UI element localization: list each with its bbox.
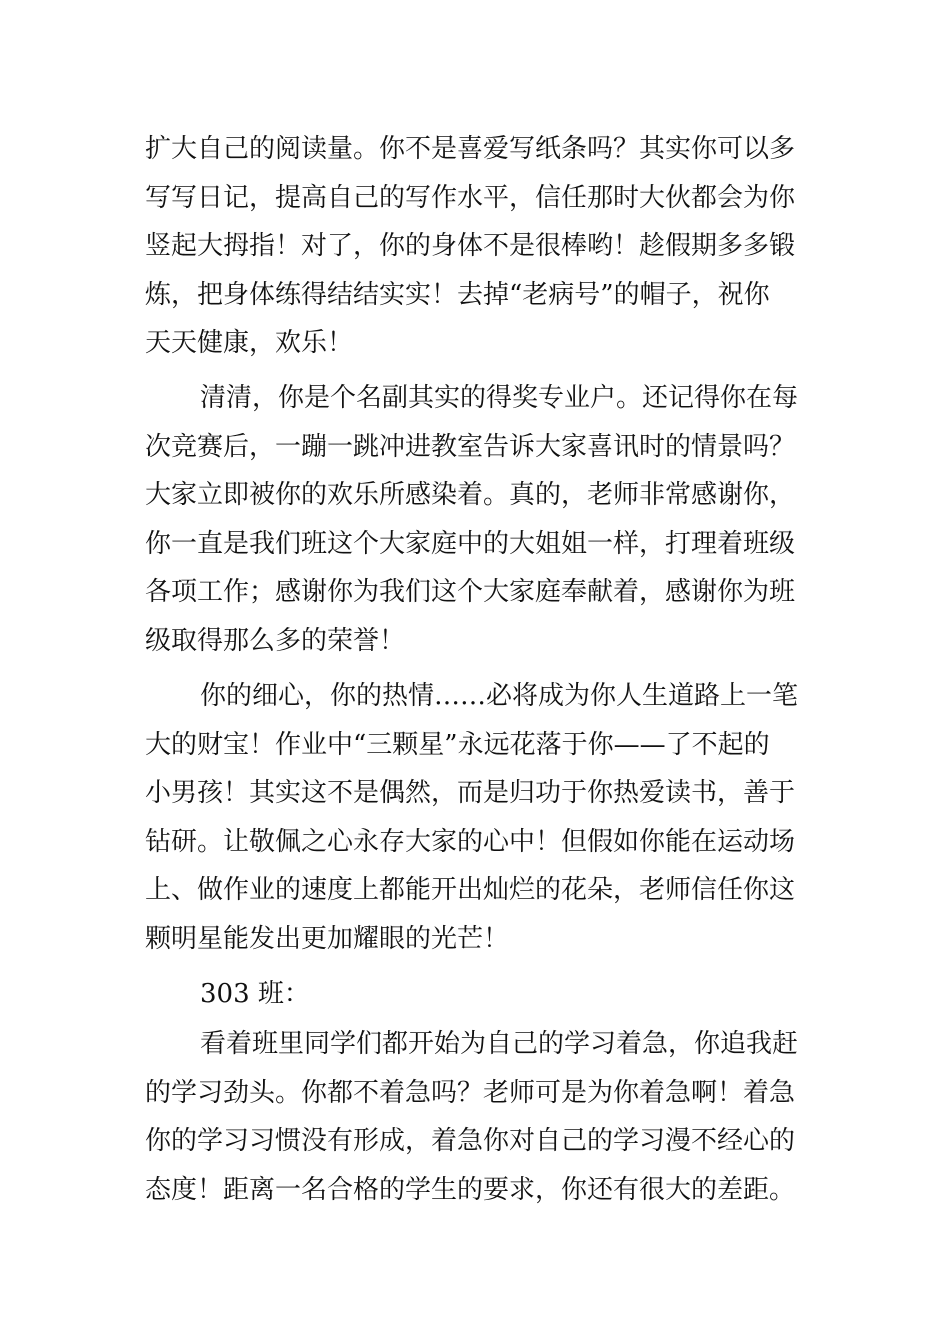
class-heading <box>145 970 815 1019</box>
text-line: 炼，把身体练得结结实实！去掉“老病号”的帽子，祝你 <box>145 279 770 310</box>
paragraph-class-303 <box>145 1020 815 1214</box>
paragraph-careful-student <box>145 672 815 963</box>
text-line: 天天健康，欢乐！ <box>145 328 354 358</box>
text-line: 颗明星能发出更加耀眼的光芒！ <box>145 923 510 954</box>
text-line: 写写日记，提高自己的写作水平，信任那时大伙都会为你 <box>145 182 796 213</box>
text-line: 小男孩！其实这不是偶然，而是归功于你热爱读书，善于 <box>145 778 796 808</box>
text-line: 你的学习习惯没有形成，着急你对自己的学习漫不经心的 <box>145 1126 796 1156</box>
text-line: 钻研。让敬佩之心永存大家的心中！但假如你能在运动场 <box>145 826 796 857</box>
text-line: 你的细心，你的热情……必将成为你人生道路上一笔 <box>200 681 799 711</box>
text-line: 清清，你是个名副其实的得奖专业户。还记得你在每 <box>200 383 799 413</box>
text-line: 竖起大拇指！对了，你的身体不是很棒哟！趁假期多多锻 <box>145 231 796 261</box>
text-line: 大的财宝！作业中“三颗星”永远花落于你——了不起的 <box>145 729 770 760</box>
text-line: 的学习劲头。你都不着急吗？老师可是为你着急啊！着急 <box>145 1077 796 1108</box>
text-line: 态度！距离一名合格的学生的要求，你还有很大的差距。 <box>145 1174 796 1205</box>
paragraph-qingqing <box>145 374 815 665</box>
class-label: 303 班： <box>200 979 310 1009</box>
text-line: 次竞赛后，一蹦一跳冲进教室告诉大家喜讯时的情景吗？ <box>145 431 796 462</box>
paragraph-reading-advice <box>145 125 815 368</box>
text-line: 上、做作业的速度上都能开出灿烂的花朵，老师信任你这 <box>145 875 796 905</box>
text-line: 级取得那么多的荣誉！ <box>145 625 406 656</box>
text-line: 大家立即被你的欢乐所感染着。真的，老师非常感谢你， <box>145 480 796 510</box>
text-line: 扩大自己的阅读量。你不是喜爱写纸条吗？其实你可以多 <box>145 134 796 164</box>
text-line: 看着班里同学们都开始为自己的学习着急，你追我赶 <box>200 1029 799 1059</box>
text-line: 各项工作；感谢你为我们这个大家庭奉献着，感谢你为班 <box>145 577 796 607</box>
text-line: 你一直是我们班这个大家庭中的大姐姐一样，打理着班级 <box>145 528 796 559</box>
